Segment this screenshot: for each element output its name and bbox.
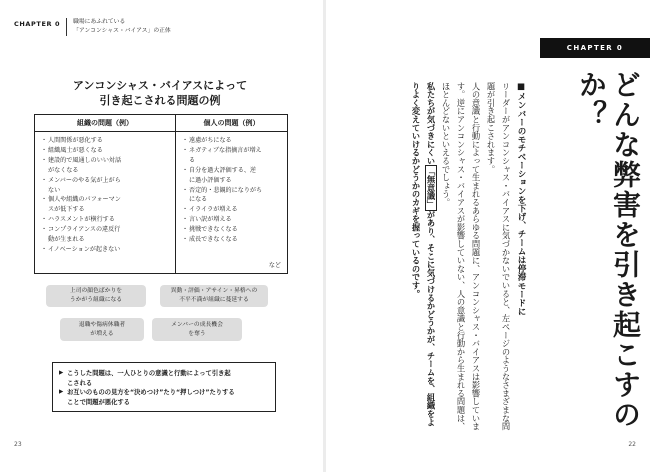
list-item — [41, 205, 169, 215]
chip-line: 退職や傷病休職者 — [78, 321, 126, 328]
list-item-text: 人間関係が悪化する — [48, 137, 103, 144]
list-item — [41, 136, 169, 146]
list-item — [182, 225, 281, 235]
bullet-icon: ・ — [41, 156, 48, 164]
chip-line: 異動・評価・アサイン・昇格への — [170, 288, 258, 294]
list-item-text: 自分を過大評価する、逆 — [189, 166, 257, 174]
list-item — [41, 186, 169, 196]
note-line: お互いのものの見方を“決めつけ”たり“押しつけ”たりする — [67, 389, 235, 397]
list-item-text: イライラが増える — [189, 206, 238, 214]
list-item — [41, 245, 169, 255]
triangle-marker-icon: ▶ — [59, 389, 64, 396]
bullet-icon: ・ — [182, 137, 189, 144]
bullet-icon: ・ — [41, 216, 48, 224]
keyword-box: 「無意識」 — [426, 167, 436, 209]
list-item — [182, 136, 281, 146]
bullet-icon: ・ — [41, 245, 48, 253]
bullet-icon: ・ — [41, 196, 48, 204]
bullet-icon: ・ — [182, 206, 189, 214]
list-item — [41, 235, 169, 245]
paragraph-1: リーダーがアンコンシャス・バイアスに気づかないでいると、左ページのようなさまざまな問題が引き起こされます。 — [486, 82, 511, 431]
list-item-text: イノベーションが起きない — [48, 245, 121, 253]
chip-line: を奪う — [188, 330, 206, 337]
list-item — [41, 156, 169, 166]
figure-title — [40, 78, 280, 108]
list-item-text: ない — [48, 186, 61, 194]
bullet-icon: ・ — [182, 216, 189, 224]
bullet-icon: ・ — [182, 146, 189, 154]
list-item-text: 建設的で風通しのいい対話 — [48, 156, 122, 164]
list-item — [41, 195, 169, 205]
summary-notes-box — [52, 362, 276, 412]
list-item — [182, 235, 281, 245]
page-number-right: 22 — [628, 441, 636, 448]
subheading: ■メンバーのモチベーションを下げ、チームは停滞モードに — [516, 82, 526, 316]
list-item — [41, 166, 169, 176]
list-item-text: 成長できなくなる — [189, 236, 238, 244]
list-item-text: 動が生まれる — [48, 236, 85, 244]
list-item-text: 言い訳が増える — [189, 216, 232, 224]
list-item-text: 否定的・悲観的になりがち — [189, 186, 263, 194]
bullet-icon: ・ — [182, 226, 189, 234]
bullet-icon: ・ — [41, 226, 48, 234]
list-item — [41, 176, 169, 186]
triangle-marker-icon: ▶ — [59, 370, 64, 376]
list-item-text: 遠慮がちになる — [189, 137, 232, 144]
note-line: こされる — [67, 379, 93, 387]
list-item — [41, 215, 169, 225]
note-line: こうした問題は、一人ひとりの意識と行動によって引き起 — [67, 370, 231, 377]
list-item-text: ハラスメントが横行する — [48, 216, 115, 224]
bullet-icon: ・ — [182, 186, 189, 194]
bullet-icon: ・ — [182, 236, 189, 244]
chip-line: うかがう組織になる — [69, 297, 123, 303]
list-item-text: る — [189, 156, 196, 164]
org-problems-column — [35, 115, 176, 273]
individual-problems-list — [176, 132, 287, 245]
list-item — [182, 176, 281, 186]
chip-line: が増える — [90, 330, 114, 337]
chip-growth-opportunity — [152, 318, 242, 341]
chip-resignation — [60, 318, 144, 341]
list-item — [41, 146, 169, 156]
list-item — [182, 205, 281, 215]
list-item-text: コンプライアンスの違反行 — [48, 226, 121, 234]
bullet-icon: ・ — [41, 137, 48, 144]
page-number-left: 23 — [14, 441, 22, 448]
list-item-text: スが低下する — [48, 206, 85, 214]
chip-dissatisfaction — [160, 285, 268, 307]
figure-title-line1: アンコンシャス・バイアスによって — [72, 79, 248, 92]
body-text — [408, 82, 528, 432]
paragraph-3-end: があり、そこに気づけるかどうかが、チームを、組織をよりよく変えていけるかどうかのカギを握っているのです。 — [411, 82, 436, 427]
list-item-text: になる — [189, 196, 208, 204]
org-problems-list — [35, 132, 175, 255]
list-item-text: 組織風土が悪くなる — [48, 146, 103, 154]
running-header — [14, 18, 171, 36]
bullet-icon: ・ — [41, 146, 48, 154]
paragraph-2: 人の意識と行動によって生まれるあらゆる問題に、アンコンシャス・バイアスは影響しています。逆にアンコンシャス・バイアスが影響していない、人の意識と行動から生まれる問題は、ほとんどないといえるでしょう。 — [441, 82, 481, 431]
chip-line: メンバーの成長機会 — [171, 321, 223, 328]
list-item — [182, 186, 281, 196]
list-item — [182, 156, 281, 166]
list-item — [182, 146, 281, 156]
individual-problems-column — [176, 115, 287, 273]
org-problems-header: 組織の問題（例） — [35, 115, 175, 132]
paragraph-3 — [408, 82, 438, 432]
individual-problems-header: 個人の問題（例） — [176, 115, 287, 132]
paragraph-3-start: 私たちが気づきにくい — [426, 82, 436, 165]
chip-boss-face — [46, 285, 146, 307]
header-title-line1: 職場にあふれている — [73, 19, 126, 25]
bullet-icon: ・ — [182, 166, 189, 174]
figure-title-line2: 引き起こされる問題の例 — [99, 94, 221, 107]
list-item — [41, 225, 169, 235]
bullet-icon: ・ — [41, 176, 48, 184]
chip-line: 不平不満が組織に蔓延する — [179, 297, 249, 303]
chapter-label-band: CHAPTER 0 — [540, 38, 650, 58]
header-chapter-label: CHAPTER 0 — [14, 20, 61, 28]
problems-table — [34, 114, 288, 274]
left-page — [0, 0, 323, 472]
note-line: ことで問題が悪化する — [67, 398, 130, 406]
note-item — [59, 369, 269, 388]
list-item — [182, 166, 281, 176]
list-item-text: に過小評価する — [189, 176, 232, 184]
page-title: どんな弊害を引き起こすのか？ — [575, 70, 642, 430]
list-item-text: メンバーのやる気が上がら — [48, 176, 121, 184]
list-item-text: がなくなる — [48, 166, 79, 174]
header-title — [73, 18, 171, 35]
right-page — [326, 0, 650, 472]
list-item-text: ネガティブな指摘言が増え — [189, 146, 262, 154]
header-title-line2: 「アンコンシャス・バイアス」の正体 — [73, 27, 171, 34]
note-item — [59, 388, 269, 407]
table-etc-label: など — [268, 262, 281, 269]
header-divider — [66, 18, 67, 36]
chip-line: 上司の顔色ばかりを — [69, 288, 123, 294]
list-item — [182, 195, 281, 205]
list-item — [182, 215, 281, 225]
list-item-text: 挑戦できなくなる — [189, 226, 238, 234]
list-item-text: 個人や組織のパフォーマン — [48, 196, 121, 204]
